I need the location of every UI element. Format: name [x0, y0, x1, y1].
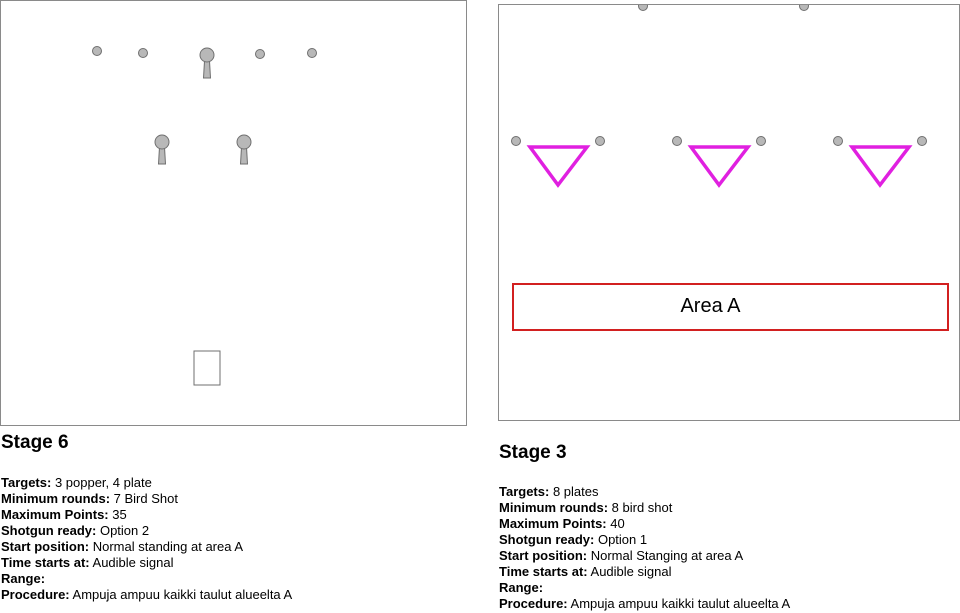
plate-target — [596, 137, 605, 146]
no-shoot-triangle — [852, 147, 909, 185]
detail-row: Maximum Points: 40 — [499, 516, 625, 531]
plate-target — [834, 137, 843, 146]
stage3-diagram — [498, 4, 960, 421]
stage3-layout — [499, 5, 960, 422]
detail-row: Procedure: Ampuja ampuu kaikki taulut alueelta A — [499, 596, 791, 611]
no-shoot-triangle — [691, 147, 748, 185]
plate-target — [800, 5, 809, 11]
plate-target — [673, 137, 682, 146]
detail-row: Minimum rounds: 7 Bird Shot — [1, 491, 178, 506]
plate-target — [93, 47, 102, 56]
detail-row: Targets: 8 plates — [499, 484, 599, 499]
plate-target — [918, 137, 927, 146]
stage6-details — [1, 475, 292, 603]
popper-target — [155, 135, 169, 164]
plate-target — [639, 5, 648, 11]
plate-target — [512, 137, 521, 146]
detail-row: Shotgun ready: Option 2 — [1, 523, 150, 538]
plate-target — [308, 49, 317, 58]
detail-row: Procedure: Ampuja ampuu kaikki taulut alueelta A — [1, 587, 293, 602]
stage6-title: Stage 6 — [1, 432, 69, 453]
no-shoot-triangle — [530, 147, 587, 185]
plate-target — [139, 49, 148, 58]
stage3-title: Stage 3 — [499, 442, 567, 463]
detail-row: Maximum Points: 35 — [1, 507, 127, 522]
detail-row: Start position: Normal Stanging at area A — [499, 548, 744, 563]
detail-row: Start position: Normal standing at area A — [1, 539, 244, 554]
stage3-details — [499, 484, 790, 612]
popper-target — [200, 48, 214, 78]
detail-row: Time starts at: Audible signal — [499, 564, 672, 579]
detail-row: Range: — [1, 571, 46, 586]
plate-target — [757, 137, 766, 146]
detail-row: Time starts at: Audible signal — [1, 555, 174, 570]
stage6-diagram — [0, 0, 467, 426]
shooting-box — [194, 351, 220, 385]
detail-row: Minimum rounds: 8 bird shot — [499, 500, 673, 515]
area-a-label: Area A — [680, 295, 741, 317]
plate-target — [256, 50, 265, 59]
stage6-layout — [1, 1, 468, 427]
detail-row: Range: — [499, 580, 544, 595]
detail-row: Shotgun ready: Option 1 — [499, 532, 648, 547]
popper-target — [237, 135, 251, 164]
detail-row: Targets: 3 popper, 4 plate — [1, 475, 152, 490]
